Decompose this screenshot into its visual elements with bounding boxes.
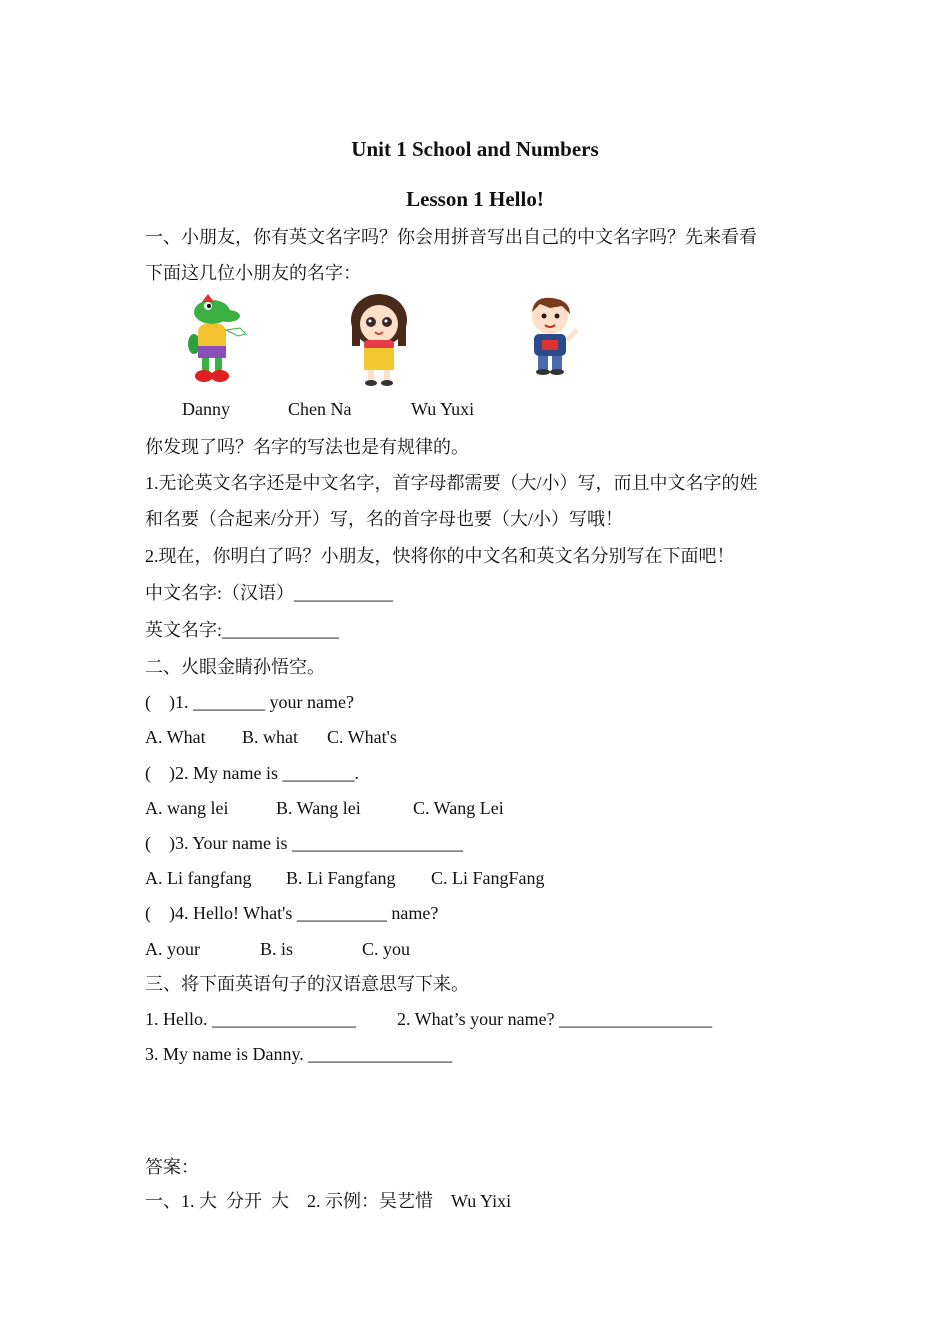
q1-option-b: B. what [242, 727, 298, 747]
q4-option-a: A. your [145, 939, 200, 959]
translate-item-3: 3. My name is Danny. ________________ [145, 1044, 453, 1064]
english-name-blank: 英文名字:_____________ [145, 620, 340, 640]
intro-text-line2: 下面这几位小朋友的名字： [145, 263, 361, 283]
section2-heading: 二、火眼金睛孙悟空。 [145, 657, 325, 677]
answers-line: 一、1. 大 分开 大 2. 示例：吴艺惜 Wu Yixi [145, 1191, 512, 1211]
q3-option-a: A. Li fangfang [145, 868, 252, 888]
unit-title: Unit 1 School and Numbers [351, 137, 599, 161]
q2-option-a: A. wang lei [145, 798, 229, 818]
q4-option-c: C. you [362, 939, 411, 959]
discover-text: 你发现了吗？名字的写法也是有规律的。 [145, 437, 469, 457]
rule1-line1: 1.无论英文名字还是中文名字，首字母都需要（大/小）写，而且中文名字的姓 [145, 473, 758, 493]
translate-item-1: 1. Hello. ________________ [145, 1009, 356, 1029]
q4-option-b: B. is [260, 939, 294, 959]
section3-heading: 三、将下面英语句子的汉语意思写下来。 [145, 974, 469, 994]
character-name-chen-na: Chen Na [288, 399, 352, 419]
intro-text-line1: 一、小朋友，你有英文名字吗？你会用拼音写出自己的中文名字吗？先来看看 [145, 227, 757, 247]
character-name-danny: Danny [182, 399, 230, 419]
q2-option-b: B. Wang lei [276, 798, 361, 818]
rule1-line2: 和名要（合起来/分开）写，名的首字母也要（大/小）写哦！ [145, 509, 623, 529]
girl-icon [346, 292, 412, 386]
boy-icon [520, 294, 582, 376]
chinese-name-blank: 中文名字:（汉语）___________ [145, 583, 394, 603]
rule2-text: 2.现在，你明白了吗？小朋友，快将你的中文名和英文名分别写在下面吧！ [145, 546, 735, 566]
question-4: ( )4. Hello! What's __________ name? [145, 903, 439, 923]
q2-option-c: C. Wang Lei [413, 798, 504, 818]
question-2: ( )2. My name is ________. [145, 763, 359, 783]
q1-option-a: A. What [145, 727, 206, 747]
character-name-wu-yuxi: Wu Yuxi [411, 399, 475, 419]
answers-label: 答案： [145, 1157, 199, 1177]
translate-item-2: 2. What’s your name? _________________ [397, 1009, 713, 1029]
q3-option-c: C. Li FangFang [431, 868, 545, 888]
question-1: ( )1. ________ your name? [145, 692, 354, 712]
crocodile-icon [172, 294, 252, 386]
lesson-title: Lesson 1 Hello! [406, 187, 544, 211]
q3-option-b: B. Li Fangfang [286, 868, 396, 888]
q1-option-c: C. What's [327, 727, 397, 747]
question-3: ( )3. Your name is ___________________ [145, 833, 463, 853]
